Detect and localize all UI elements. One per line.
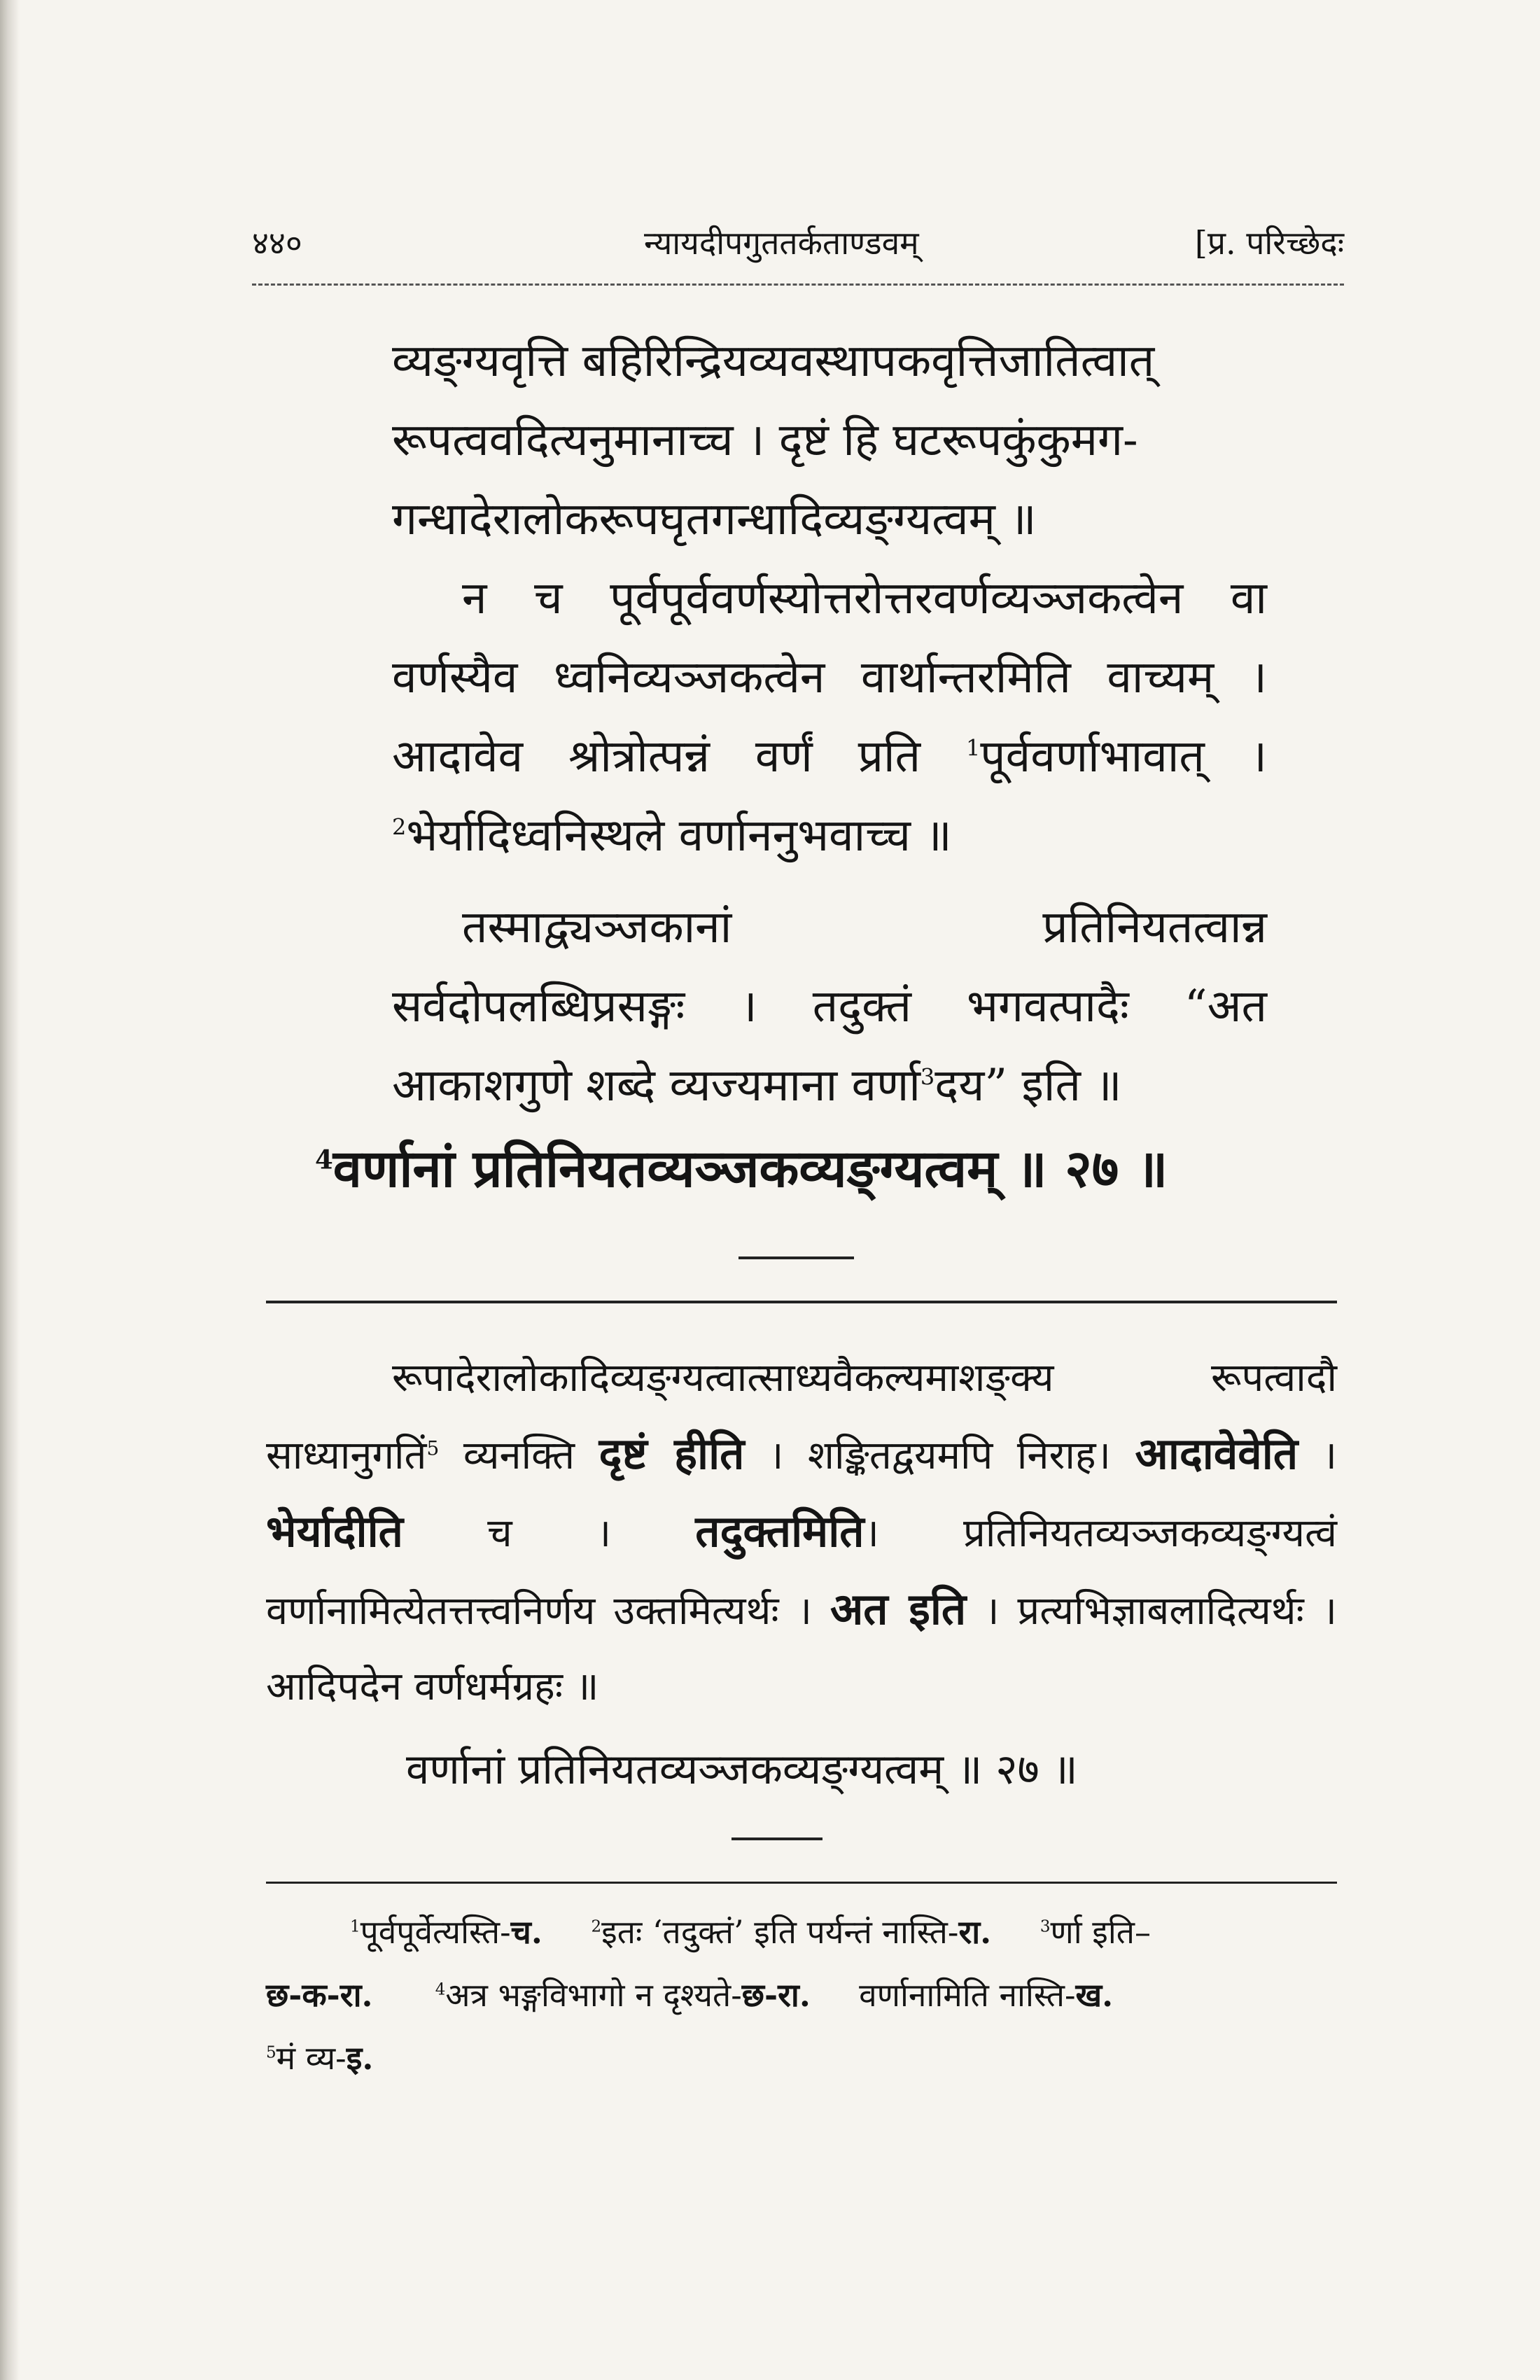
commentary-text: च । [487, 1511, 612, 1556]
paragraph-text: न च पूर्वपूर्ववर्णस्योत्तरोत्तरवर्णव्यञ्जकत्वेन वा वर्णस्यैव ध्वनिव्यञ्जकत्वेन वार्थान्तरमिति वाच्यम् । आदावेव श्रोत्रोत्पन्नं वर्णं प्रति [392, 573, 1267, 783]
verse-line: गन्धादेरालोकरूपघृतगन्धादिव्यङ्ग्यत्वम् ॥ [392, 493, 1037, 545]
footnote-source: ख. [1075, 1976, 1114, 2014]
commentary-colophon: वर्णानां प्रतिनियतव्यञ्जकव्यङ्ग्यत्वम् ॥ २७ ॥ [406, 1745, 1078, 1794]
main-paragraph [392, 888, 1267, 1126]
footnote-mark: 5 [426, 1436, 440, 1460]
footnote-source: रा. [958, 1913, 992, 1951]
footnote-mark: 4 [315, 1144, 333, 1175]
verse-line: व्यङ्ग्यवृत्ति बहिरिन्द्रियव्यवस्थापकवृत्तिजातित्वात् [392, 335, 1155, 387]
pratika: भेर्यादीति [266, 1506, 403, 1557]
footnote-mark: 2 [591, 1917, 602, 1936]
paragraph-text: दय” इति ॥ [934, 1060, 1122, 1112]
footnote-line [266, 2026, 1337, 2090]
footnote-text: पूर्वपूर्वेत्यस्ति- [360, 1913, 511, 1951]
section-rule [266, 1301, 1337, 1303]
chapter-label: [प्र. परिच्छेदः [1194, 224, 1344, 262]
commentary-text: व्यनक्ति [463, 1433, 575, 1478]
footnote-text: र्णा इति– [1050, 1913, 1151, 1951]
pratika: तदुक्तमिति [695, 1506, 864, 1557]
commentary [266, 1340, 1337, 1807]
commentary-text: । प्रतिनियतव्यञ्जकव्यङ्ग्यत्वं वर्णानामित्येतत्तत्त्वनिर्णय उक्तमित्यर्थः । [266, 1511, 1337, 1634]
footnote-source: छ-रा. [741, 1976, 811, 2014]
footnote [1040, 1900, 1151, 1963]
separator-dash [732, 1837, 822, 1840]
footnote-mark: 4 [435, 1980, 446, 1999]
paragraph-text: तस्माद्व्यञ्जकानां प्रतिनियतत्वान्न सर्वदोपलब्धिप्रसङ्गः । तदुक्तं भगवत्पादैः “अत आकाशगुणे शब्दे व्यज्यमाना वर्णा [392, 902, 1267, 1112]
footnote-source: च. [510, 1913, 542, 1951]
footnote [592, 1900, 992, 1963]
page-number: ४४० [252, 224, 302, 262]
separator-dash [738, 1256, 854, 1259]
footnote-mark: 1 [965, 734, 981, 762]
pratika: दृष्टं हीति [598, 1428, 745, 1479]
pratika: अत इति [830, 1583, 967, 1634]
paragraph-text: भेर्यादिध्वनिस्थले वर्णाननुभवाच्च ॥ [406, 810, 952, 862]
commentary-paragraph [266, 1340, 1337, 1725]
footnote-mark: 3 [920, 1063, 935, 1091]
footnote-mark: 5 [266, 2043, 276, 2062]
verse-line: रूपत्ववदित्यनुमानाच्च । दृष्टं हि घटरूपकुंकुमग- [392, 414, 1138, 466]
footnote-line [266, 1963, 1337, 2026]
footnote-mark: 3 [1040, 1917, 1051, 1936]
colophon-text: वर्णानां प्रतिनियतव्यञ्जकव्यङ्ग्यत्वम् ॥ २७ ॥ [332, 1139, 1168, 1199]
footnote-text: वर्णानामिति नास्ति- [859, 1976, 1076, 2014]
book-title: न्यायदीपगुततर्कताण्डवम् [644, 224, 919, 262]
main-paragraph [392, 559, 1267, 876]
header-rule [252, 284, 1344, 286]
commentary-text: । शङ्कितद्वयमपि निराह। [769, 1433, 1111, 1478]
footnotes [266, 1900, 1337, 2090]
footnote-line [266, 1900, 1337, 1963]
commentary-text: । प्रत्यभिज्ञाबलादित्यर्थः । आदिपदेन वर्णधर्मग्रहः ॥ [266, 1588, 1337, 1709]
commentary-text: रूपादेरालोकादिव्यङ्ग्यत्वात्साध्यवैकल्यमाशङ्क्य रूपत्वादौ साध्यानुगतिं [266, 1355, 1337, 1478]
footnote-source: इ. [346, 2039, 374, 2077]
section-colophon [315, 1126, 1267, 1213]
pratika: आदावेवेति [1135, 1428, 1298, 1479]
footnote-rule [266, 1882, 1337, 1884]
footnote-text: मं व्य- [276, 2039, 346, 2077]
footnote-source: छ-क-रा. [266, 1976, 373, 2014]
paragraph-text: पूर्ववर्णाभावात् । [980, 731, 1267, 783]
footnote-text: अत्र भङ्गविभागो न दृश्यते- [445, 1976, 742, 2014]
commentary-text: । [1322, 1433, 1337, 1478]
footnote-mark: 1 [350, 1917, 360, 1936]
footnote-mark: 2 [392, 813, 407, 841]
running-header [252, 214, 1344, 276]
main-text [315, 322, 1267, 1213]
footnote [350, 1900, 542, 1963]
footnote-text: इतः ‘तदुक्तं’ इति पर्यन्तं नास्ति- [601, 1913, 959, 1951]
